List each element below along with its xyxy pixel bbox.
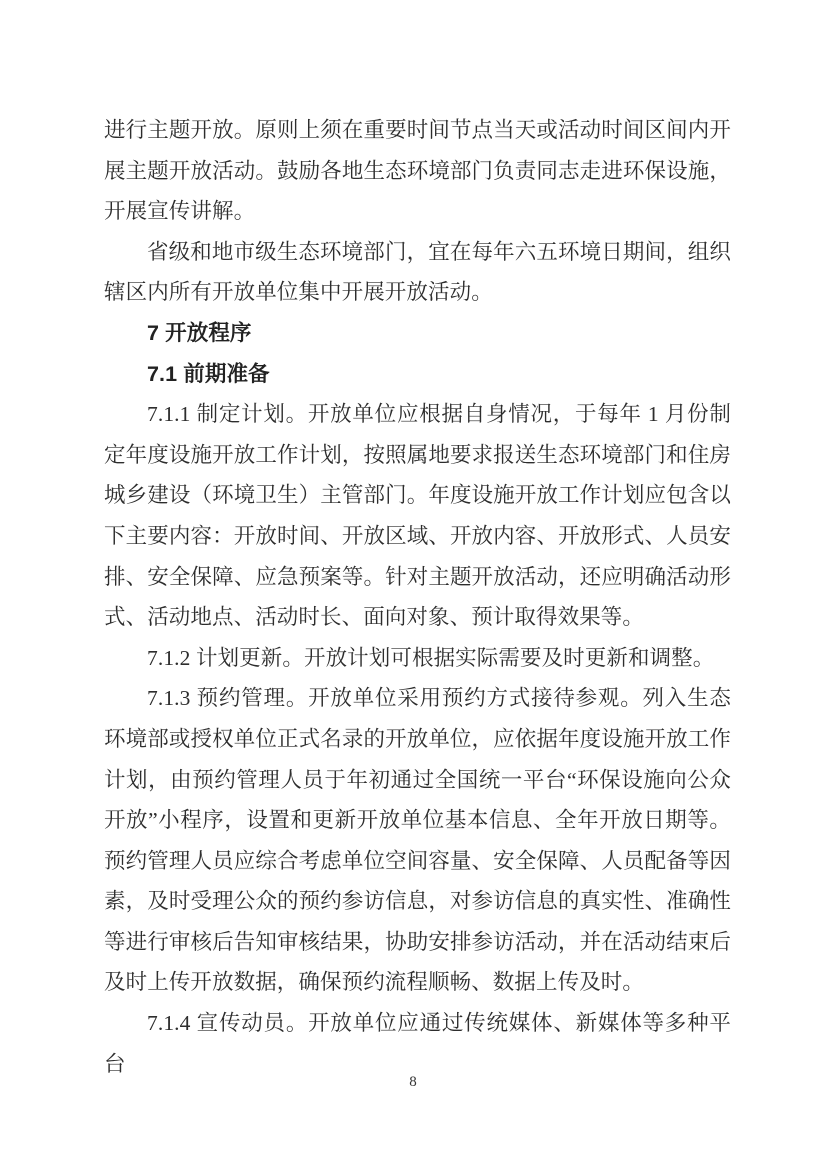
paragraph-7-1-4-publicity-mobilization: 7.1.4 宣传动员。开放单位应通过传统媒体、新媒体等多种平台 <box>104 1011 731 1076</box>
section-heading-7-opening-procedure: 7 开放程序 <box>147 320 252 345</box>
paragraph-7-1-3-reservation-management: 7.1.3 预约管理。开放单位采用预约方式接待参观。列入生态环境部或授权单位正式名录的开放单位，应依据年度设施开放工作计划，由预约管理人员于年初通过全国统一平台“环保设施向公众开放”小程序，设置和更新开放单位基本信息、全年开放日期等。预约管理人员应综合考虑单位空间容量、安全保障、人员配备等因素，及时受理公众的预约参访信息，对参访信息的真实性、准确性等进行审核后告知审核结果，协助安排参访活动，并在活动结束后及时上传开放数据，确保预约流程顺畅、数据上传及时。 <box>104 686 731 995</box>
paragraph-7-1-2-plan-update: 7.1.2 计划更新。开放计划可根据实际需要及时更新和调整。 <box>147 645 715 670</box>
document-body <box>104 110 731 1084</box>
paragraph-7-1-1-plan-making: 7.1.1 制定计划。开放单位应根据自身情况，于每年 1 月份制定年度设施开放工作计划，按照属地要求报送生态环境部门和住房城乡建设（环境卫生）主管部门。年度设施开放工作计划应包含以下主要内容：开放时间、开放区域、开放内容、开放形式、人员安排、安全保障、应急预案等。针对主题开放活动，还应明确活动形式、活动地点、活动时长、面向对象、预计取得效果等。 <box>104 402 731 630</box>
paragraph-continued-from-previous-page: 进行主题开放。原则上须在重要时间节点当天或活动时间区间内开展主题开放活动。鼓励各地生态环境部门负责同志走进环保设施，开展宣传讲解。 <box>104 118 731 224</box>
page-number: 8 <box>409 1074 417 1090</box>
subsection-heading-7-1-preparation: 7.1 前期准备 <box>147 361 270 386</box>
paragraph-provincial-city-departments: 省级和地市级生态环境部门，宜在每年六五环境日期间，组织辖区内所有开放单位集中开展开放活动。 <box>104 239 731 305</box>
